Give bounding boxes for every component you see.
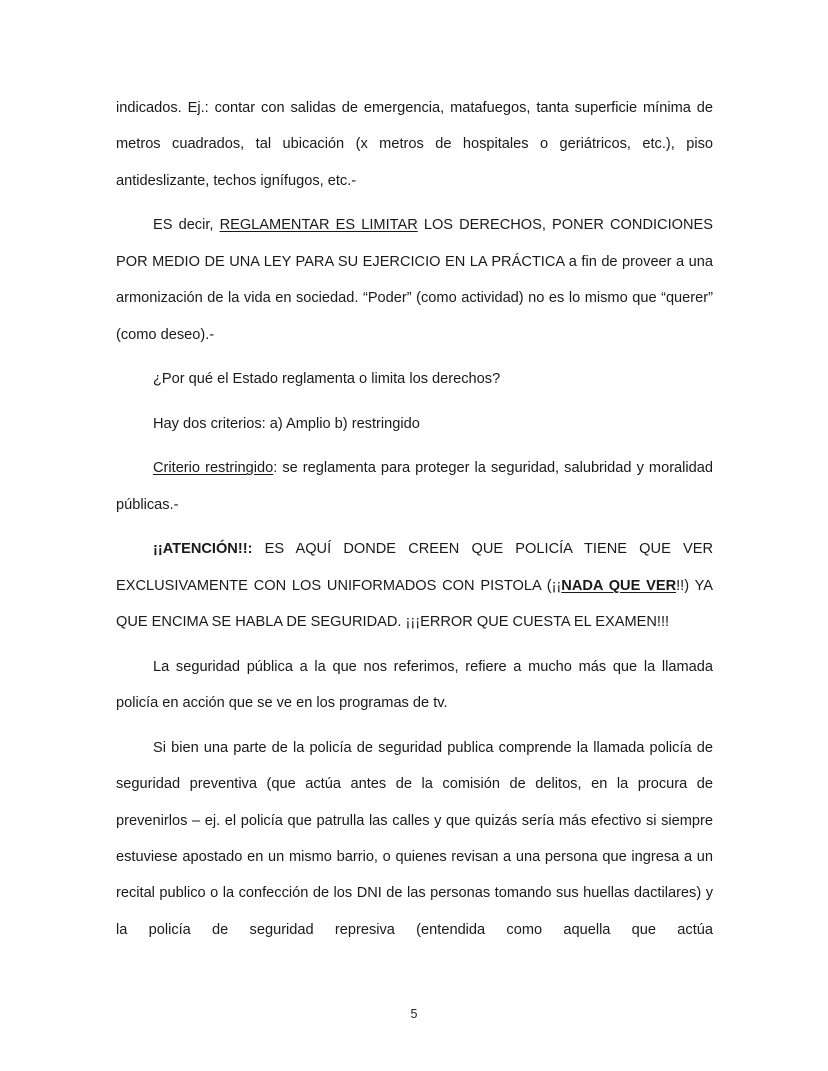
page-number: 5 [410, 1007, 418, 1021]
underlined-term: Criterio restringido [153, 460, 274, 477]
paragraph-question: ¿Por qué el Estado reglamenta o limita los derechos? [153, 371, 501, 388]
bold-warning: ¡¡ATENCIÓN!!: [153, 541, 253, 558]
paragraph-atencion: ¡¡ATENCIÓN!!: ES AQUÍ DONDE CREEN QUE POLICÍA TIENE QUE VER EXCLUSIVAMENTE CON LOS UNIFORMADOS CON PISTOLA (¡¡NADA QUE VER!!) YA QUE ENCIMA SE HABLA DE SEGURIDAD. ¡¡¡ERROR QUE CUESTA EL EXAMEN!!! [116, 541, 714, 631]
paragraph-criterio-restringido: Criterio restringido: se reglamenta para proteger la seguridad, salubridad y moralidad públicas.- [116, 460, 713, 513]
body-text [116, 90, 713, 956]
paragraph-reglamentar: ES decir, REGLAMENTAR ES LIMITAR LOS DERECHOS, PONER CONDICIONES POR MEDIO DE UNA LEY PARA SU EJERCICIO EN LA PRÁCTICA a fin de proveer a una armonización de la vida en sociedad. “Poder” (como actividad) no es lo mismo que “querer” (como deseo).- [116, 217, 713, 343]
paragraph-criteria: Hay dos criterios: a) Amplio b) restringido [153, 415, 420, 432]
paragraph-policia: Si bien una parte de la policía de seguridad publica comprende la llamada policía de seguridad preventiva (que actúa antes de la comisión de delitos, en la procura de prevenirlos – ej. el policía que patrulla las calles y que quizás sería más efectivo si siempre estuviese apostado en un mismo barrio, o quienes revisan a una persona que ingresa a un recital publico o la confección de los DNI de las personas tomando sus huellas dactilares) y la policía de seguridad represiva (entendida como aquella que actúa [116, 739, 713, 938]
paragraph-seguridad-publica: La seguridad pública a la que nos referimos, refiere a mucho más que la llamada policía en acción que se ve en los programas de tv. [116, 658, 713, 712]
paragraph-continuation: indicados. Ej.: contar con salidas de emergencia, matafuegos, tanta superficie mínima de metros cuadrados, tal ubicación (x metros de hospitales o geriátricos, etc.), piso antideslizante, techos ignífugos, etc.- [116, 100, 713, 189]
underlined-phrase: REGLAMENTAR ES LIMITAR [219, 217, 418, 234]
bold-underlined-phrase: NADA QUE VER [561, 577, 677, 594]
